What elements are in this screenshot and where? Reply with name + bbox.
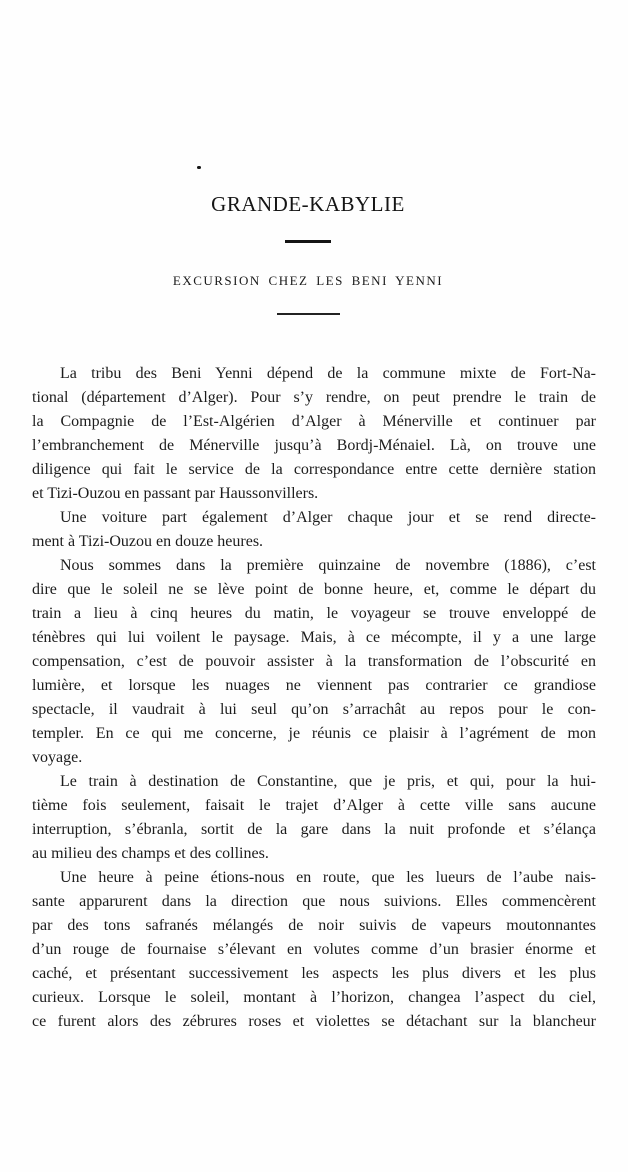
text-line: interruption, s’ébranla, sortit de la gare dans la nuit profonde et s’élança [32,821,596,838]
text-line: Nous sommes dans la première quinzaine de novembre (1886), c’est [60,557,596,574]
text-line: et Tizi-Ouzou en passant par Haussonvillers. [32,485,319,502]
text-line: Une voiture part également d’Alger chaque jour et se rend directe- [60,509,596,526]
text-line: ment à Tizi-Ouzou en douze heures. [32,533,264,550]
text-line: caché, et présentant successivement les aspects les plus divers et les plus [32,965,596,982]
text-line: la Compagnie de l’Est-Algérien d’Alger à Ménerville et continuer par [32,413,596,430]
text-line: templer. En ce qui me concerne, je réunis ce plaisir à l’agrément de mon [32,725,596,742]
body-text [32,362,596,1034]
text-line: La tribu des Beni Yenni dépend de la commune mixte de Fort-Na- [60,365,596,382]
text-line: lumière, et lorsque les nuages ne viennent pas contrarier ce grandiose [32,677,596,694]
text-line: compensation, c’est de pouvoir assister à la transformation de l’obscurité en [32,653,596,670]
ink-speck-decoration [197,166,201,169]
text-line: train a lieu à cinq heures du matin, le voyageur se trouve enveloppé de [32,605,596,622]
text-line: Le train à destination de Constantine, que je pris, et qui, pour la hui- [60,773,596,790]
paragraph [32,506,596,554]
text-line: diligence qui fait le service de la correspondance entre cette dernière station [32,461,596,478]
text-line: par des tons safranés mélangés de noir suivis de vapeurs moutonnantes [32,917,596,934]
paragraph [32,554,596,770]
text-line: tional (département d’Alger). Pour s’y rendre, on peut prendre le train de [32,389,596,406]
text-line: l’embranchement de Ménerville jusqu’à Bordj-Ménaiel. Là, on trouve une [32,437,596,454]
text-line: voyage. [32,749,83,766]
text-line: curieux. Lorsque le soleil, montant à l’horizon, changea l’aspect du ciel, [32,989,596,1006]
page-title: GRANDE-KABYLIE [211,192,405,216]
paragraph [32,866,596,1034]
text-line: tième fois seulement, faisait le trajet d’Alger à cette ville sans aucune [32,797,596,814]
text-line: spectacle, il vaudrait à lui seul qu’on s’arrachât au repos pour le con- [32,701,596,718]
text-line: ténèbres qui lui voilent le paysage. Mais, à ce mécompte, il y a une large [32,629,596,646]
text-line: sante apparurent dans la direction que nous suivions. Elles commencèrent [32,893,596,910]
subtitle-divider-rule [277,313,340,315]
text-line: dire que le soleil ne se lève point de bonne heure, et, comme le départ du [32,581,596,598]
paragraph [32,362,596,506]
text-line: d’un rouge de fournaise s’élevant en volutes comme d’un brasier énorme et [32,941,596,958]
paragraph [32,770,596,866]
page-subtitle: EXCURSION CHEZ LES BENI YENNI [172,273,444,288]
text-line: Une heure à peine étions-nous en route, que les lueurs de l’aube nais- [60,869,596,886]
text-line: ce furent alors des zébrures roses et violettes se détachant sur la blancheur [32,1013,596,1030]
text-line: au milieu des champs et des collines. [32,845,269,862]
title-divider-rule [285,240,331,243]
